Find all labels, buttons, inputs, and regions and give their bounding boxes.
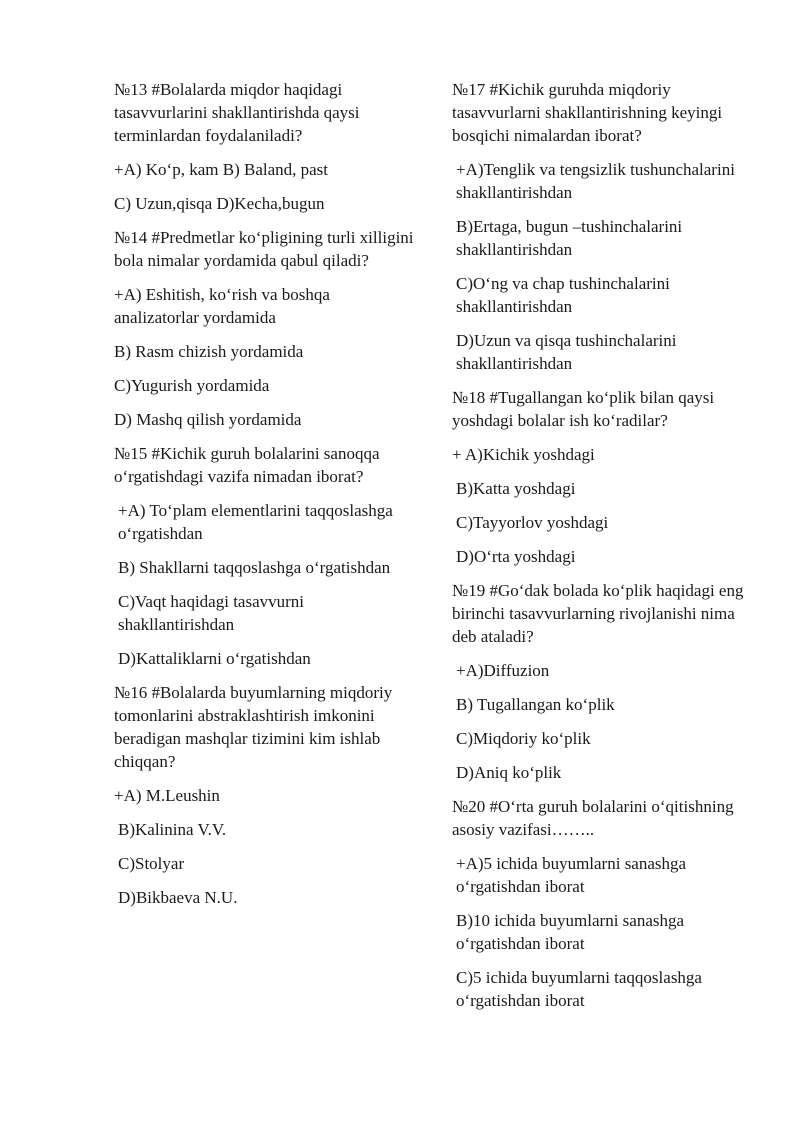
answer-option: C)5 ichida buyumlarni taqqoslashga o‘rgatishdan iborat [456,968,702,1010]
question-text: №13 #Bolalarda miqdor haqidagi tasavvurlarini shakllantirishda qaysi terminlardan foydalaniladi? [114,80,360,145]
question-text: №14 #Predmetlar ko‘pligining turli xilligini bola nimalar yordamida qabul qiladi? [114,228,414,270]
answer-option: D)Bikbaeva N.U. [118,888,238,907]
answer-option: D)Uzun va qisqa tushinchalarini shakllantirishdan [456,331,677,373]
question-text: №20 #O‘rta guruh bolalarini o‘qitishning asosiy vazifasi…….. [452,797,734,839]
answer-option: +A) Eshitish, ko‘rish va boshqa analizatorlar yordamida [114,285,330,327]
answer-option: B)Ertaga, bugun –tushinchalarini shakllantirishdan [456,217,683,259]
answer-option: +A)5 ichida buyumlarni sanashga o‘rgatishdan iborat [456,854,687,896]
question-text: №15 #Kichik guruh bolalarini sanoqqa o‘rgatishdagi vazifa nimadan iborat? [114,444,380,486]
answer-option: C)Stolyar [118,854,185,873]
answer-option: +A) To‘plam elementlarini taqqoslashga o‘rgatishdan [118,501,393,543]
answer-option: +A)Tenglik va tengsizlik tushunchalarini shakllantirishdan [456,160,735,202]
answer-option: B)Kalinina V.V. [118,820,227,839]
question-text: №17 #Kichik guruhda miqdoriy tasavvurlarni shakllantirishning keyingi bosqichi nimalardan iborat? [452,80,723,145]
answer-option: C)Tayyorlov yoshdagi [456,513,609,532]
answer-option: D)Kattaliklarni o‘rgatishdan [118,649,311,668]
answer-option: C)O‘ng va chap tushinchalarini shakllantirishdan [456,274,670,316]
answer-option: C)Miqdoriy ko‘plik [456,729,591,748]
answer-option: D)O‘rta yoshdagi [456,547,576,566]
answer-option: B) Rasm chizish yordamida [114,342,304,361]
answer-option: C) Uzun,qisqa D)Kecha,bugun [114,194,325,213]
left-column [114,78,414,920]
question-text: №18 #Tugallangan ko‘plik bilan qaysi yoshdagi bolalar ish ko‘radilar? [452,388,715,430]
right-column [452,78,752,1023]
answer-option: B) Shakllarni taqqoslashga o‘rgatishdan [118,558,391,577]
answer-option: C)Yugurish yordamida [114,376,270,395]
answer-option: B) Tugallangan ko‘plik [456,695,615,714]
answer-option: +A)Diffuzion [456,661,550,680]
answer-option: D)Aniq ko‘plik [456,763,562,782]
answer-option: B)10 ichida buyumlarni sanashga o‘rgatishdan iborat [456,911,685,953]
answer-option: B)Katta yoshdagi [456,479,576,498]
answer-option: C)Vaqt haqidagi tasavvurni shakllantirishdan [118,592,305,634]
answer-option: +A) Ko‘p, kam B) Baland, past [114,160,329,179]
answer-option: D) Mashq qilish yordamida [114,410,302,429]
answer-option: + A)Kichik yoshdagi [452,445,595,464]
question-text: №16 #Bolalarda buyumlarning miqdoriy tomonlarini abstraklashtirish imkonini beradigan mashqlar tizimini kim ishlab chiqqan? [114,683,393,771]
question-text: №19 #Go‘dak bolada ko‘plik haqidagi eng birinchi tasavvurlarning rivojlanishi nima deb ataladi? [452,581,744,646]
answer-option: +A) M.Leushin [114,786,220,805]
